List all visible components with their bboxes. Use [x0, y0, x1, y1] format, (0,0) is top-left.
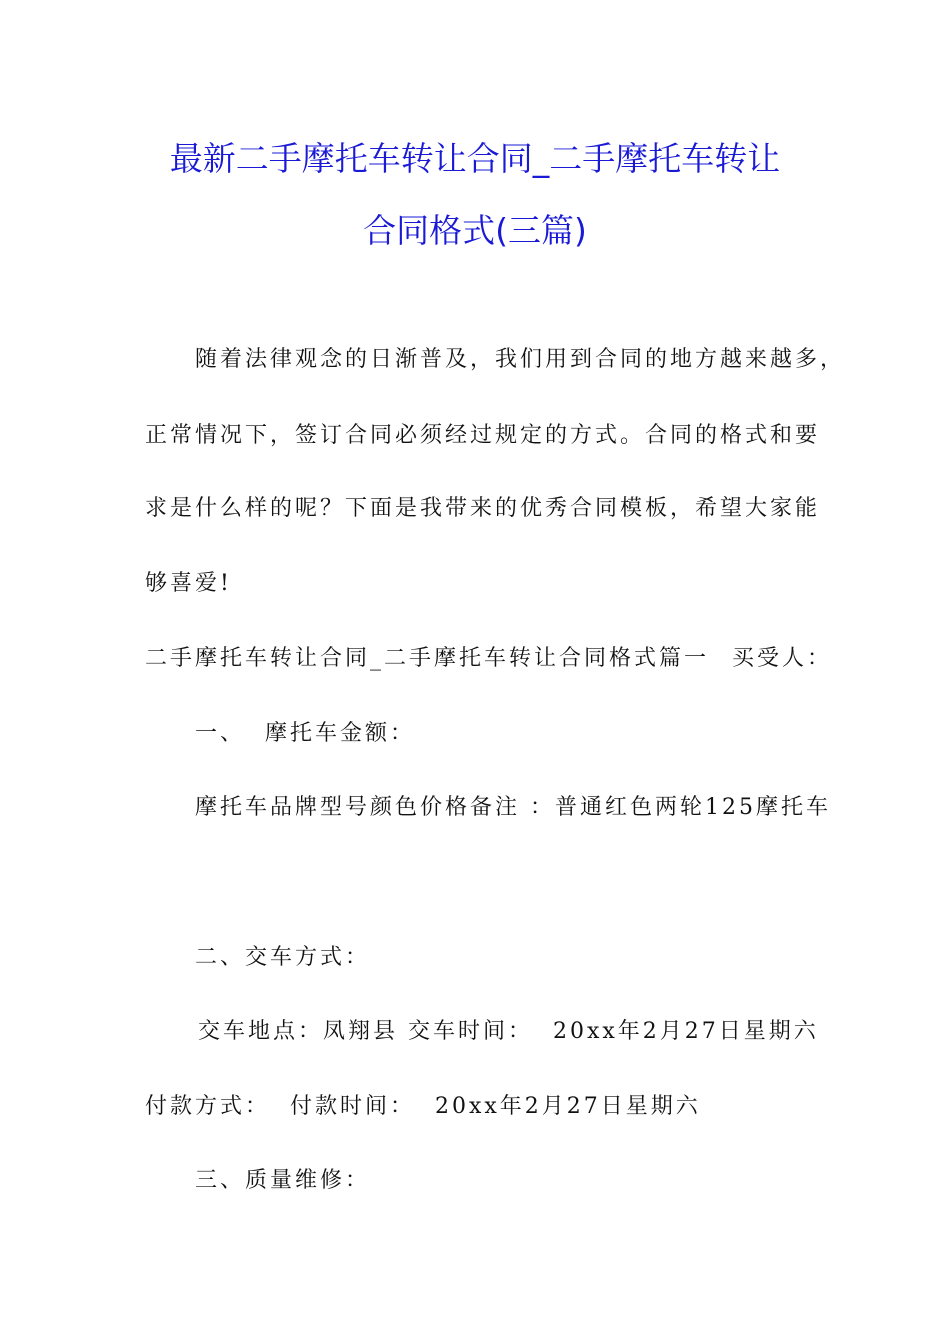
intro-paragraph-line-4: 够喜爱!	[145, 571, 232, 596]
intro-paragraph-line-1: 随着法律观念的日渐普及，我们用到合同的地方越来越多，	[195, 347, 846, 372]
intro-paragraph-line-3: 求是什么样的呢？下面是我带来的优秀合同模板，希望大家能	[145, 496, 821, 521]
intro-paragraph-line-2: 正常情况下，签订合同必须经过规定的方式。合同的格式和要	[145, 423, 821, 448]
item-1-detail: 摩托车品牌型号颜色价格备注 ：普通红色两轮125摩托车	[195, 795, 831, 820]
item-2-payment: 付款方式： 付款时间： 20xx年2月27日星期六	[145, 1094, 701, 1119]
item-2-delivery: 交车地点：凤翔县 交车时间： 20xx年2月27日星期六	[198, 1019, 819, 1044]
item-2-heading: 二、交车方式：	[195, 945, 371, 970]
buyer-label: 买受人：	[732, 646, 833, 671]
item-3-heading: 三、质量维修：	[195, 1168, 371, 1193]
document-title-line-2: 合同格式(三篇)	[363, 211, 587, 250]
section-heading: 二手摩托车转让合同_二手摩托车转让合同格式篇一	[145, 646, 710, 671]
document-title-line-1: 最新二手摩托车转让合同_二手摩托车转让	[169, 139, 781, 178]
item-1-heading: 一、 摩托车金额：	[195, 721, 415, 746]
